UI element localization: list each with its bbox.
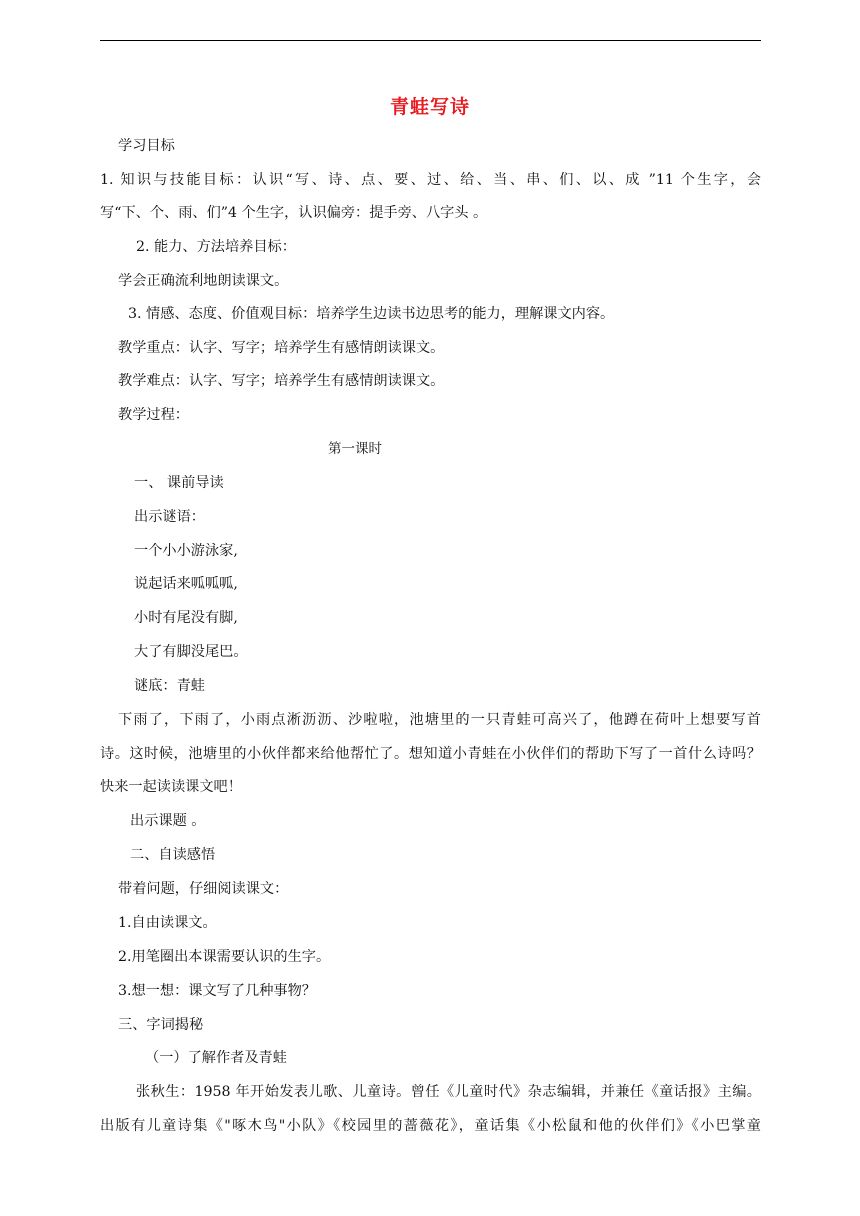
riddle-intro: 出示谜语：: [134, 509, 205, 525]
section-3-heading: 三、字词揭秘: [118, 1017, 204, 1033]
task-1: 1.自由读课文。: [118, 915, 217, 931]
riddle-line-3: 小时有尾没有脚,: [134, 610, 238, 626]
subsection-1-heading: （一）了解作者及青蛙: [145, 1050, 287, 1066]
objective-1-line-1: 1. 知识与技能目标：认识“写、诗、点、要、过、给、当、串、们、以、成 ”11 个生字，会: [100, 172, 761, 188]
header-rule: [100, 40, 761, 41]
key-point: 教学重点：认字、写字；培养学生有感情朗读课文。: [118, 340, 445, 356]
section-2-heading: 二、自读感悟: [130, 847, 216, 863]
difficulty: 教学难点：认字、写字；培养学生有感情朗读课文。: [118, 373, 445, 389]
document-title: 青蛙写诗: [389, 96, 470, 118]
intro-paragraph-line-2: 诗。这时候，池塘里的小伙伴都来给他帮忙了。想知道小青蛙在小伙伴们的帮助下写了一首什么诗吗？: [100, 746, 761, 762]
author-paragraph-line-1: 张秋生：1958 年开始发表儿歌、儿童诗。曾任《儿童时代》杂志编辑，并兼任《童话报》主编。: [136, 1084, 761, 1100]
author-paragraph-line-2: 出版有儿童诗集《"啄木鸟"小队》《校园里的蔷薇花》，童话集《小松鼠和他的伙伴们》《小巴掌童: [100, 1118, 761, 1134]
task-2: 2.用笔圈出本课需要认识的生字。: [118, 949, 331, 965]
teaching-process: 教学过程：: [118, 407, 189, 423]
riddle-line-2: 说起话来呱呱呱,: [134, 576, 238, 592]
section-1-heading: 一、 课前导读: [134, 475, 224, 491]
show-title: 出示课题 。: [130, 813, 206, 829]
riddle-line-1: 一个小小游泳家,: [134, 543, 238, 559]
intro-paragraph-line-1: 下雨了，下雨了，小雨点淅沥沥、沙啦啦，池塘里的一只青蛙可高兴了，他蹲在荷叶上想要写首: [118, 712, 761, 728]
lesson-heading: 第一课时: [328, 441, 382, 457]
riddle-answer: 谜底：青蛙: [134, 678, 205, 694]
objectives-heading: 学习目标: [118, 138, 175, 154]
task-3: 3.想一想：课文写了几种事物？: [118, 983, 316, 999]
objective-2-text: 学会正确流利地朗读课文。: [118, 273, 289, 289]
riddle-line-4: 大了有脚没尾巴。: [134, 644, 248, 660]
objective-2: 2. 能力、方法培养目标：: [136, 239, 296, 255]
intro-paragraph-line-3: 快来一起读读课文吧！: [100, 779, 242, 795]
objective-3: 3. 情感、态度、价值观目标：培养学生边读书边思考的能力，理解课文内容。: [128, 306, 615, 322]
objective-1-line-2: 写“下、个、雨、们”4 个生字，认识偏旁：提手旁、八字头 。: [100, 205, 488, 221]
task-intro: 带着问题，仔细阅读课文：: [118, 881, 289, 897]
